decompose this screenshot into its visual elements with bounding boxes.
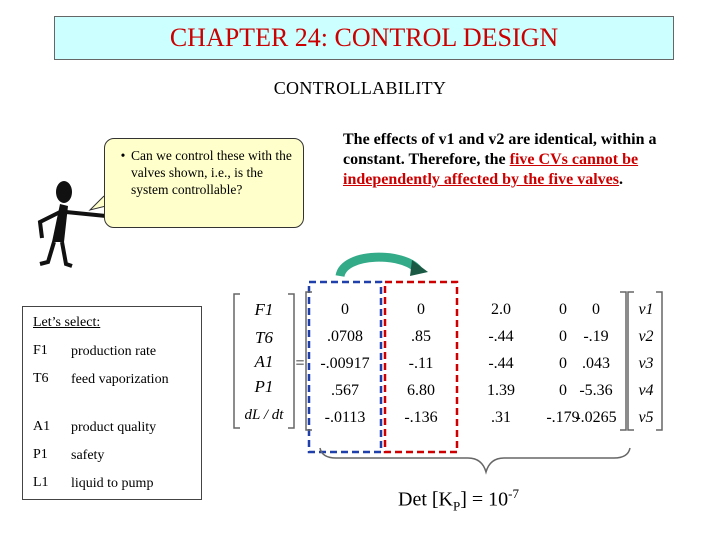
det-middle: ] = 10 bbox=[460, 488, 509, 511]
matrix-cell: .0708 bbox=[327, 328, 363, 345]
matrix-cell: 0 bbox=[559, 328, 567, 345]
speech-bubble bbox=[104, 138, 304, 228]
slide-subtitle: CONTROLLABILITY bbox=[273, 78, 447, 98]
variable-code: T6 bbox=[33, 371, 49, 386]
left-vector-entry: F1 bbox=[254, 300, 274, 319]
variable-desc: safety bbox=[71, 448, 105, 463]
det-prefix: Det [K bbox=[398, 488, 453, 511]
variable-code: L1 bbox=[33, 475, 49, 490]
variable-desc: liquid to pump bbox=[71, 476, 154, 491]
matrix-cell: -5.36 bbox=[579, 382, 613, 399]
slide-title: CHAPTER 24: CONTROL DESIGN bbox=[169, 23, 559, 52]
matrix-cell: .85 bbox=[411, 328, 431, 345]
matrix-cell: -.00917 bbox=[320, 355, 370, 372]
effects-highlight: five CVs cannot be independently affected by the five valves bbox=[343, 151, 639, 188]
matrix-cell: -.179 bbox=[546, 409, 580, 426]
matrix-cell: 0 bbox=[341, 301, 349, 318]
matrix-cell: 1.39 bbox=[487, 382, 515, 399]
left-vector-entry: A1 bbox=[254, 352, 274, 371]
selection-panel bbox=[22, 306, 202, 500]
matrix-cell: .31 bbox=[491, 409, 511, 426]
list-item bbox=[33, 371, 191, 388]
matrix-cell: 0 bbox=[559, 301, 567, 318]
variable-code: F1 bbox=[33, 343, 48, 358]
left-vector-bracket bbox=[234, 294, 240, 428]
det-exp: -7 bbox=[508, 486, 520, 501]
matrix-cell: -.44 bbox=[488, 328, 514, 345]
curved-arrow-icon bbox=[340, 257, 418, 276]
right-vector-entry: v4 bbox=[638, 382, 654, 399]
left-vector-entry: dL / dt bbox=[244, 407, 284, 423]
right-vector-entry: v1 bbox=[638, 301, 654, 318]
right-vector-entry: v3 bbox=[638, 355, 654, 372]
left-vector-entry: T6 bbox=[255, 328, 273, 347]
variable-code: P1 bbox=[33, 447, 48, 462]
right-vector-bracket bbox=[656, 292, 662, 430]
left-vector-bracket bbox=[288, 294, 294, 428]
variable-desc: production rate bbox=[71, 344, 157, 359]
matrix-cell: 6.80 bbox=[407, 382, 435, 399]
selection-heading: Let’s select: bbox=[33, 315, 101, 330]
gain-matrix-equation bbox=[228, 250, 668, 480]
matrix-cell: -.0265 bbox=[575, 409, 617, 426]
matrix-cell: 0 bbox=[417, 301, 425, 318]
effects-paragraph bbox=[343, 130, 673, 190]
matrix-cell: 0 bbox=[559, 382, 567, 399]
list-item bbox=[33, 343, 191, 360]
list-item bbox=[33, 447, 191, 464]
bullet-icon: • bbox=[120, 148, 126, 163]
bubble-text: Can we control these with the valves shown, i.e., is the system controllable? bbox=[131, 148, 292, 197]
matrix-cell: 2.0 bbox=[491, 301, 511, 318]
matrix-cell: -.0113 bbox=[324, 409, 366, 426]
arrow-head-icon bbox=[410, 260, 428, 276]
effects-end: . bbox=[618, 171, 623, 188]
determinant-label bbox=[398, 486, 519, 515]
variable-desc: feed vaporization bbox=[71, 372, 169, 387]
matrix-cell: 0 bbox=[592, 301, 600, 318]
matrix-bracket bbox=[620, 292, 626, 430]
right-vector-bracket bbox=[628, 292, 634, 430]
variable-desc: product quality bbox=[71, 420, 157, 435]
matrix-cell: -.44 bbox=[488, 355, 514, 372]
matrix-cell: -.136 bbox=[404, 409, 438, 426]
matrix-cell: .043 bbox=[582, 355, 610, 372]
det-sub: P bbox=[452, 498, 461, 514]
variable-code: A1 bbox=[33, 419, 51, 434]
matrix-cells bbox=[320, 301, 616, 426]
right-vector-entry: v5 bbox=[638, 409, 654, 426]
effects-text: The effects of v1 and v2 are identical, within a constant. Therefore, the bbox=[343, 131, 657, 168]
matrix-cell: -.19 bbox=[583, 328, 609, 345]
list-item bbox=[33, 475, 191, 492]
equals-sign: = bbox=[295, 355, 305, 372]
right-vector-entry: v2 bbox=[638, 328, 654, 345]
matrix-cell: -.11 bbox=[408, 355, 434, 372]
list-item bbox=[33, 419, 191, 436]
matrix-cell: .567 bbox=[331, 382, 359, 399]
matrix-cell: 0 bbox=[559, 355, 567, 372]
left-vector-entry: P1 bbox=[254, 377, 274, 396]
